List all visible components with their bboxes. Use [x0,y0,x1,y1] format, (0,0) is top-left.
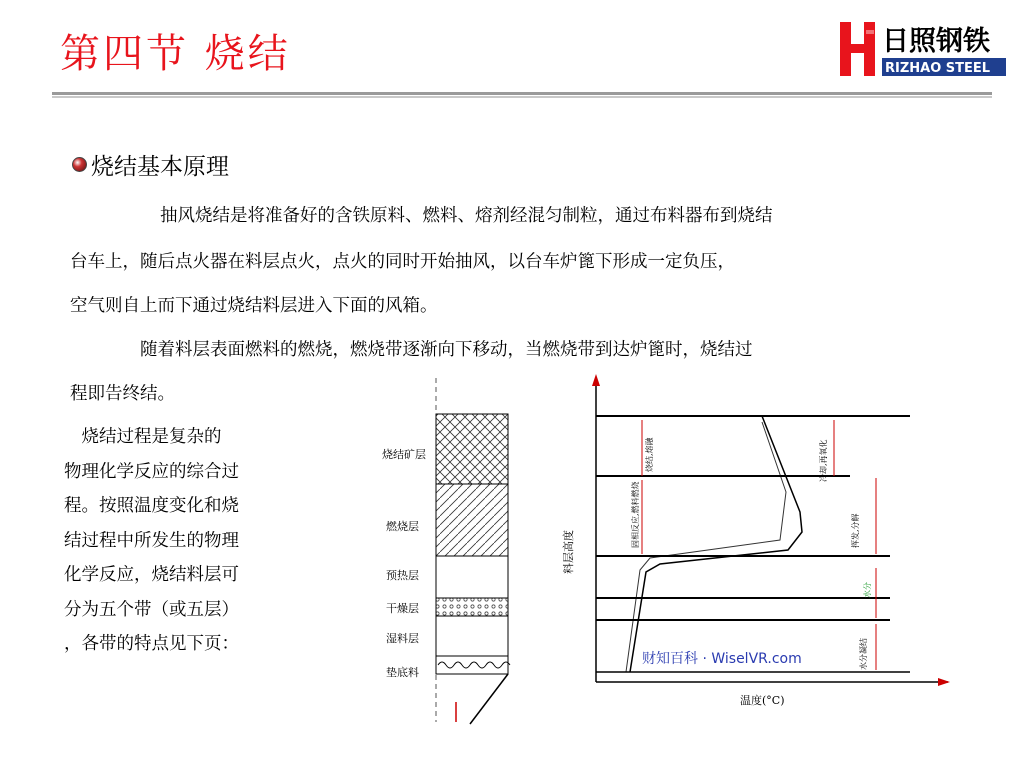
side-line: 程。按照温度变化和烧 [64,496,239,516]
side-paragraph [64,420,310,662]
layer-label: 烧结矿层 [382,448,426,461]
annotation: 水分凝结 [859,638,868,670]
layer-combustion [436,484,508,556]
paragraph-line: 抽风烧结是将准备好的含铁原料、燃料、熔剂经混匀制粒，通过布料器布到烧结 [160,206,773,226]
layer-label: 湿料层 [386,632,419,645]
logo-h-mark [840,22,875,76]
logo-en-text: RIZHAO STEEL [885,61,991,76]
side-line: 烧结过程是复杂的 [64,427,222,447]
side-line: ，各带的特点见下页： [64,634,239,654]
y-axis-label: 料层高度 [562,530,575,574]
paragraph-line: 随着料层表面燃料的燃烧，燃烧带逐渐向下移动，当燃烧带到达炉篦时，烧结过 [140,340,753,360]
temperature-curve [630,416,802,672]
header-divider [52,92,992,95]
bullet-icon [72,157,87,172]
layer-bedding [436,656,508,674]
paragraph-line: 空气则自上而下通过烧结料层进入下面的风箱。 [70,296,438,316]
layer-label: 干燥层 [386,602,419,615]
annotation: 烧结,熔融 [645,437,654,472]
paragraph-line: 程即告终结。 [70,384,175,404]
layer-label: 预热层 [386,569,419,582]
logo-cn-text: 日照钢铁 [882,26,990,57]
section-heading-row [72,148,229,181]
header-divider-shadow [52,96,992,98]
paragraph-line: 台车上，随后点火器在料层点火，点火的同时开始抽风，以台车炉篦下形成一定负压， [70,252,735,272]
annotation: 水分 [863,582,872,598]
side-line: 物理化学反应的综合过 [64,461,239,482]
annotation: 挥发,分解 [851,513,860,548]
annotation: 固相反应,燃料燃烧 [631,481,640,548]
side-line: 结过程中所发生的物理 [64,530,239,551]
page-title: 第四节 烧结 [60,31,291,77]
x-axis-label: 温度(°C) [740,694,785,707]
watermark: 财知百科 · WiselVR.com [642,651,802,667]
side-line: 分为五个带（或五层） [64,599,239,620]
layer-label: 垫底料 [386,666,419,679]
layer-label: 燃烧层 [386,520,419,533]
layer-sinter [436,414,508,484]
layer-wet [436,616,508,656]
section-heading: 烧结基本原理 [91,154,229,180]
side-line: 化学反应，烧结料层可 [64,565,239,585]
layer-preheat [436,556,508,598]
layer-dry [436,598,508,616]
sinter-zone-diagram [350,372,950,726]
annotation: 冷却,再氧化 [819,439,828,482]
company-logo [838,18,1008,82]
